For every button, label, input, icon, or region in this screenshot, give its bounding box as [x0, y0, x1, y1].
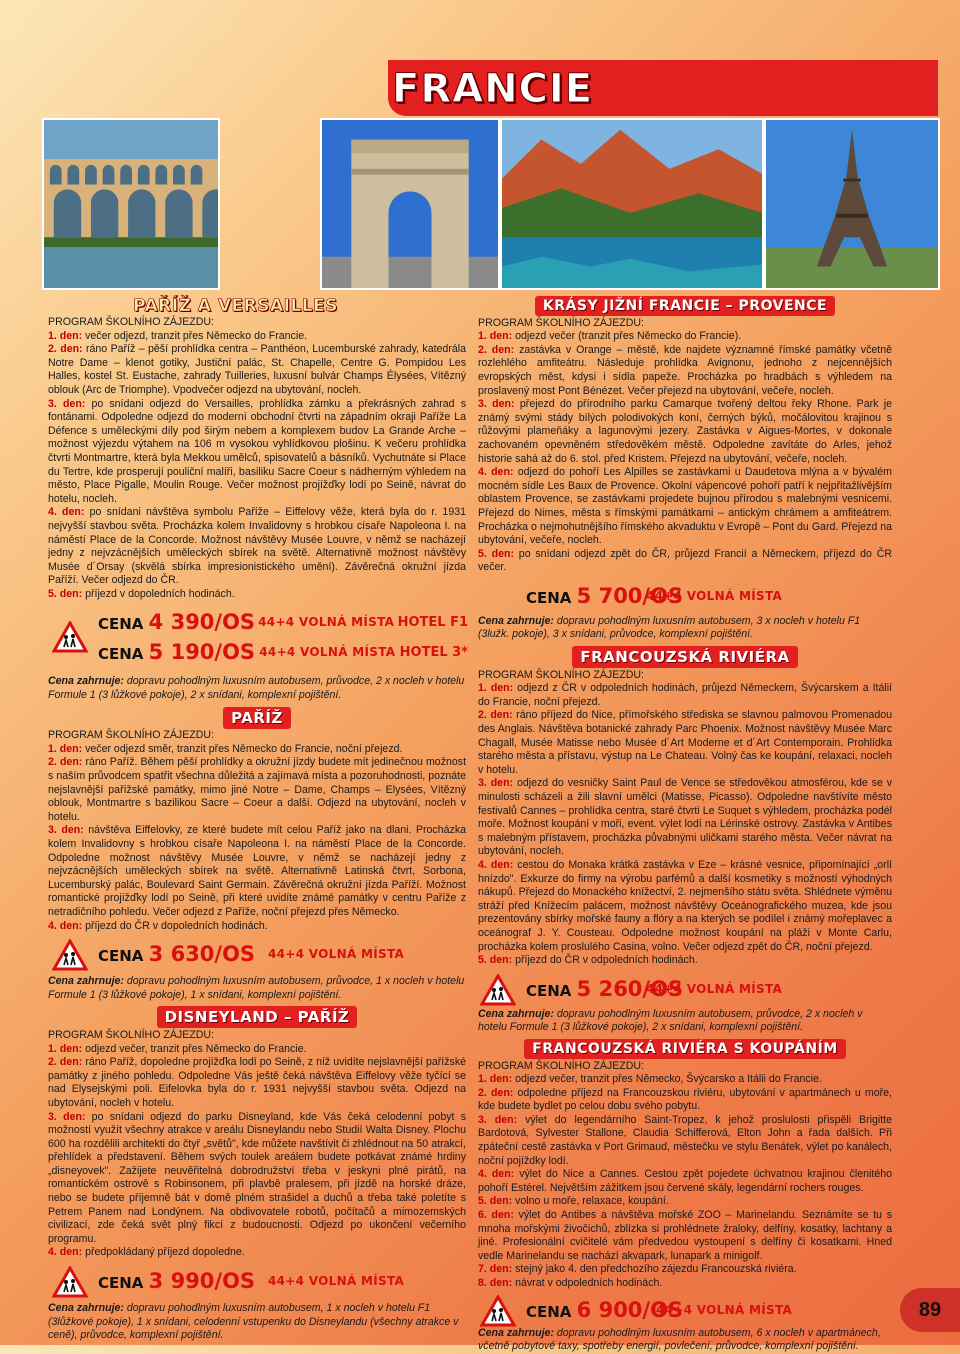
- free-places: 44+4 VOLNÁ MÍSTA: [656, 1302, 793, 1317]
- day-label: 4. den:: [48, 506, 85, 519]
- day-text: přejezd do přírodního parku Camarque tvořený deltou řeky Rhone. Park je známý svými stády bílých polodivokých koní, černých býků, močálovitou krajinou s růžovými plameňáky a lagunovými jezery. Zastávka v Aigues-Mortes, v dokonale zachovaném opevněném středověkém městě. Odpoledne zavítáte do Arles, jehož historie sahá až do 6. stol. před Kristem. Přejezd na ubytování, večeře, nocleh.: [478, 398, 893, 465]
- day-text: večer odjezd směr, tranzit přes Německo do Francie, noční přejezd.: [82, 742, 403, 755]
- day-label: 6. den:: [478, 1209, 514, 1222]
- price-block: [48, 1264, 466, 1300]
- day-label: 2. den:: [48, 756, 83, 769]
- photo-arc-de-triomphe: [320, 118, 500, 290]
- price-includes-label: Cena zahrnuje:: [478, 614, 554, 627]
- day-label: 5. den:: [478, 1195, 513, 1208]
- price-includes: [478, 1327, 892, 1354]
- day-text: výlet do legendárního Saint-Tropez, k jehož proslulosti přispěli Brigitte Bardotová, Sylvester Stallone, Claudia Schifferová, Elton John a řada dalších. Při zpáteční cestě zastávka v Port Grimaud, městečku ve stylu Benátek, výlet po kanálech, noční pojíždky lodí.: [478, 1113, 893, 1167]
- right-column: [478, 298, 892, 1354]
- price-value: 5 700/OS: [576, 583, 684, 608]
- day-text: zastávka v Orange – městě, kde najdete významné římské památky včetně rozlehlého amfiteátru. Následuje prohlídka Avignonu, jednoho z nejcennějších evropských měst, kdysi i sídla papeže. Procházka po hradbách s výhledem na proslavený most Pont Bénézet. Večer přejezd na ubytování, večeře, nocleh.: [478, 343, 893, 397]
- price-includes-text: dopravu pohodlným luxusním autobusem, průvodce, 2 x nocleh v hotelu Formule 1 (3 lůžkové pokoje), 2 x snídani, komplexní pojištění.: [48, 675, 465, 702]
- day-label: 1. den:: [48, 742, 83, 755]
- day-text: ráno příjezd do Nice, přímořského střediska se slavnou palmovou Promenadou des Anglais. Návštěva botanické zahrady Parc Phoenix. Možnost návštěvy Musée Marc Chagall, Musée Matisse nebo Musée d´Art Moderne et d´Art Contemporain. Prohlídka starého města a přístavu, výstup na Le Chateau. Volný čas ke koupání, relaxaci, nocleh v hotelu.: [478, 709, 893, 776]
- price-value: 5 260/OS: [576, 976, 684, 1001]
- day-label: 4. den:: [48, 919, 83, 932]
- program-heading: PROGRAM ŠKOLNÍHO ZÁJEZDU:: [48, 729, 214, 742]
- day-label: 5. den:: [478, 954, 513, 967]
- price-value: 5 190/OS: [148, 640, 256, 665]
- price-includes-text: dopravu pohodlným luxusním autobusem, průvodce, 1 x nocleh v hotelu Formule 1 (3 lůžkové pokoje), 1 x snídani, komplexní pojištění.: [48, 975, 465, 1001]
- page-title: FRANCIE: [392, 66, 594, 112]
- hotel-type: HOTEL F1: [397, 614, 468, 630]
- price-block: [48, 607, 466, 671]
- price-value: 6 900/OS: [576, 1297, 684, 1322]
- price-includes-text: dopravu pohodlným luxusním autobusem, průvodce, 2 x nocleh v hotelu Formule 1 (3 lůžkové pokoje), 2 x snídani, komplexní pojištění.: [478, 1007, 863, 1034]
- program-heading: PROGRAM ŠKOLNÍHO ZÁJEZDU:: [478, 668, 644, 681]
- day-label: 4. den:: [48, 1246, 83, 1259]
- day-text: návrat v odpoledních hodinách.: [512, 1277, 663, 1289]
- school-warning-sign-icon: [52, 939, 88, 971]
- day-label: 3. den:: [478, 777, 514, 790]
- price-includes: [478, 615, 892, 642]
- day-label: 3. den:: [478, 1113, 518, 1126]
- day-label: 1. den:: [478, 330, 513, 343]
- program-heading: PROGRAM ŠKOLNÍHO ZÁJEZDU:: [478, 316, 644, 329]
- day-text: předpokládaný příjezd dopoledne.: [82, 1246, 245, 1259]
- day-label: 2. den:: [478, 343, 515, 356]
- day-text: příjezd do ČR v odpoledních hodinách.: [512, 954, 698, 967]
- price-includes: [48, 975, 466, 1002]
- day-text: po snídani návštěva symbolu Paříže – Eiffelovy věže, která byla do r. 1931 nejvyšší stavbou světa. Procházka kolem Invalidovny s hrobkou císaře Napoleona I. na náměstí Place de la Concorde. Možnost návštěvy Musée Louvre, v němž se nacházejí jedny z nejvzácnějších uměleckých sbírek na světě. Alternativně možnost návštěvy Musée d´Orsay (skvělá sbírka impresionistického umění). Závěrečná okružní jízda Paříží. Večer odjezd do ČR.: [48, 506, 467, 587]
- price-label: CENA: [526, 981, 572, 1000]
- day-text: ráno Paříž – pěší prohlídka centra – Panthéon, Lucemburské zahrady, katedrála Notre Dame – klenot gotiky, Justiční palác, St. Chapelle, Centre G. Pompidou Les Halles, kostel St. Eustache, zahrady Tuilleries, luxusní bulvár Champs Élysées, Vítězný oblouk (Arc de Triomphe). Vpodvečer odjezd na ubytování, nocleh.: [48, 343, 466, 396]
- day-text: volno u moře, relaxace, koupání.: [512, 1195, 669, 1208]
- day-text: výlet do Nice a Cannes. Cestou zpět pojedete úchvatnou krajinou členitého pohoří Estérel. Největším zážitkem jsou červené skály, legendární rochers rouges.: [478, 1168, 892, 1194]
- hotel-type: HOTEL 3*: [399, 644, 468, 660]
- page-number: 89: [900, 1288, 960, 1332]
- photo-eiffel-tower: [764, 118, 940, 290]
- day-label: 3. den:: [48, 824, 84, 837]
- price-label: CENA: [98, 947, 144, 966]
- day-text: odjezd večer, tranzit přes Německo, Švýcarsko a Itálii do Francie.: [512, 1073, 822, 1086]
- day-text: po snídani odjezd do Versailles, prohlídka zámku a překrásných zahrad s fontánami. Odpoledne odjezd do moderní obchodní čtvrti na západním okraji Paříže La Défence s uměleckými díly pod širým nebem a komplexem budov La Grande Arche – možnost výjezdu výtahem na 106 m vysokou vyhlídkovou plošinu. K večeru prohlídka čtvrti Montmartre, která byla Mekkou umělců, spisovatelů a básníků. Vychutnáte si Place du Tertre, kde prosperují pouliční malíři, basiliku Sacre Coeur s nádherným výhledem na město, Place Pigalle, Moulin Rouge. Večer možnost projížďky lodí po Seině, návrat do hotelu, nocleh.: [48, 397, 467, 505]
- day-text: odjezd do pohoří Les Alpilles se zastávkami u Daudetova mlýna a v bývalém mocném sídle Les Baux de Provence. Okolní vápencové pohoří patří k nejpřitažlivějším oblastem Provence, se zastávkami projedete bujnou přírodou s malebnými vesnicemi. Přejezd do Nimes, města s římskými památkami – antickým chrámem a amfiteátrem. Procházka o nejmohutnějšího římského akvaduktu v Evropě – Pont du Gard. Přejezd na ubytování, večeře, nocleh.: [478, 466, 893, 547]
- day-label: 1. den:: [478, 1073, 513, 1086]
- price-label: CENA: [526, 1302, 572, 1321]
- day-text: ráno Paříž. Během pěší prohlídky a okružní jízdy budete mít jedinečnou možnost s naším průvodcem spatřit všechna důležitá a zajímavá místa a pozoruhodnosti, poznáte nejslavnější pařížské památky, mimo jiné Notre – Dame, Champs – Elysées, Vítězný oblouk, Montmartre s bazilikou Sacre – Coeur a další. Odjezd na ubytování, nocleh v hotelu.: [48, 756, 467, 823]
- section-body-pariz-versailles: [48, 316, 466, 601]
- price-label: CENA: [526, 588, 572, 607]
- photo-pont-du-gard: [42, 118, 220, 290]
- free-places: 44+4 VOLNÁ MÍSTA: [268, 1274, 405, 1289]
- day-text: cestou do Monaka krátká zastávka v Eze – krásné vesnice, připomínající „orlí hnízdo". Exkurze do firmy na výrobu parfémů a další kosmetiky s možností výhodných nákupů. Přejezd do Monackého knížectví, 2. nejmenšího státu světa. Shlédnete výměnu stráží před Knížecím palácem, možnost návštěvy Oceánografického muzea, kde jsou prezentovány sbírky mořské fauny a flóry a na kterých se podílel i známý mořeplavec a oceánograf J. Y. Cousteau. Odpoledne možnost koupání na pláži v Monte Carlu, procházka kolem proslulého Casina, volno. Večer odjezd zpět do ČR, noční přejezd.: [478, 858, 892, 953]
- price-includes-label: Cena zahrnuje:: [478, 1007, 554, 1020]
- section-title-riviera-koupani: FRANCOUZSKÁ RIVIÉRA S KOUPÁNÍM: [524, 1039, 845, 1059]
- day-label: 3. den:: [48, 1110, 86, 1123]
- price-includes-text: dopravu pohodlným luxusním autobusem, 1 x nocleh v hotelu F1 (3lůžkové pokoje), 1 x snídani, celodenní vstupenku do Disneylandu (všechny atrakce v ceně), průvodce, komplexní pojištění.: [48, 1302, 459, 1342]
- free-places: 44+4 VOLNÁ MÍSTA: [259, 645, 396, 660]
- free-places: 44+4 VOLNÁ MÍSTA: [646, 588, 783, 603]
- day-text: příjezd v dopoledních hodinách.: [82, 587, 235, 600]
- day-label: 3. den:: [48, 397, 86, 410]
- price-value: 3 990/OS: [148, 1269, 256, 1294]
- school-warning-sign-icon: [480, 974, 516, 1006]
- day-label: 2. den:: [478, 709, 513, 722]
- day-label: 2. den:: [48, 1056, 83, 1069]
- day-label: 1. den:: [48, 1042, 83, 1055]
- program-heading: PROGRAM ŠKOLNÍHO ZÁJEZDU:: [48, 316, 214, 328]
- price-block: [478, 1293, 892, 1327]
- free-places: 44+4 VOLNÁ MÍSTA: [258, 615, 395, 630]
- section-title-pariz-versailles: PAŘÍŽ A VERSAILLES: [133, 296, 338, 316]
- day-label: 2. den:: [48, 343, 83, 356]
- price-includes-label: Cena zahrnuje:: [48, 675, 124, 688]
- section-body-riviera: [478, 669, 892, 968]
- free-places: 44+4 VOLNÁ MÍSTA: [268, 947, 405, 962]
- day-label: 5. den:: [478, 547, 514, 560]
- day-text: večer odjezd, tranzit přes Německo do Francie.: [82, 329, 308, 342]
- price-block: [48, 937, 466, 973]
- price-value: 3 630/OS: [148, 942, 256, 967]
- day-label: 8. den:: [478, 1277, 513, 1289]
- day-text: po snídani odjezd do parku Disneyland, kde Vás čeká celodenní pobyt s možností využít všechny atrakce v areálu Disneylandu nebo Studií Walta Disney. Plochu 600 ha rozdělili architekti do čtyř „světů", kde můžete navštívit či zhlédnout na 50 atrakcí, přehlídek a představení. Během svých toulek areálem budete potkávat známé hrdiny „disneyovek". Zažijete neuvěřitelná dobrodružství třeba v jeskyni plné pirátů, na romantickém ostrově s Robinsonem, při plavbě pralesem, při jízdě na horské dráze, nebo se budete příjemně bát v domě plném strašidel a duchů a třeba také poletíte s Petrem Panem nad Londýnem. Na obdivovatele robotů, počítačů a mimozemských civilizací, zde čeká svět plný fikcí z budoucnosti. Odjezd po ukončení večerního programu.: [48, 1110, 466, 1245]
- section-body-riviera-koupani: [478, 1060, 892, 1291]
- price-includes-label: Cena zahrnuje:: [478, 1326, 554, 1339]
- day-label: 4. den:: [478, 858, 514, 871]
- school-warning-sign-icon: [480, 1295, 516, 1327]
- price-includes-label: Cena zahrnuje:: [48, 975, 124, 988]
- price-value: 4 390/OS: [148, 610, 256, 635]
- section-title-disneyland: DISNEYLAND – PAŘÍŽ: [157, 1006, 358, 1028]
- price-label: CENA: [98, 645, 144, 664]
- price-includes: [48, 675, 466, 702]
- day-text: stejný jako 4. den předchozího zájezdu Francouzská riviéra.: [512, 1263, 797, 1276]
- section-title-pariz: PAŘÍŽ: [223, 707, 291, 729]
- day-text: ráno Paříž, dopoledne projížďka lodí po Seině, z níž uvidíte nejslavnější pařížské památky z jiného pohledu. Odpoledne Vás ještě čeká návštěva Eiffelovy věže tyčící se nad Elysejskými poli. Eifelovka byla do r. 1931 nejvyšší stavbou světa. Odjezd na ubytování, nocleh v hotelu.: [48, 1056, 467, 1109]
- day-label: 2. den:: [478, 1086, 514, 1099]
- day-label: 1. den:: [478, 682, 514, 695]
- day-label: 5. den:: [48, 587, 83, 600]
- day-label: 4. den:: [478, 466, 514, 479]
- section-body-pariz: [48, 729, 466, 933]
- section-body-disneyland: [48, 1029, 466, 1260]
- price-includes: [478, 1008, 892, 1035]
- program-heading: PROGRAM ŠKOLNÍHO ZÁJEZDU:: [478, 1059, 644, 1072]
- price-label: CENA: [98, 1274, 144, 1293]
- day-label: 3. den:: [478, 398, 515, 411]
- day-label: 4. den:: [478, 1168, 515, 1181]
- school-warning-sign-icon: [52, 1266, 88, 1298]
- price-block: [478, 972, 892, 1008]
- price-includes-text: dopravu pohodlným luxusním autobusem, 6 x nocleh v apartmánech, včetně pobytové taxy, spotřeby energií, povlečení, průvodce, komplexní pojištění.: [478, 1326, 881, 1353]
- day-label: 7. den:: [478, 1263, 513, 1276]
- price-label: CENA: [98, 615, 144, 634]
- left-column: [48, 296, 466, 1343]
- section-title-riviera: FRANCOUZSKÁ RIVIÉRA: [572, 646, 797, 668]
- day-text: výlet do Antibes a návštěva mořské ZOO – Marinelandu. Seznámíte se tu s mnoha mořskými živočichů, zblízka si prohlédnete žraloky, delfíny, kosatky, lachtany a jiné. Profesionální cvičitelé vám předvedou vystoupení s delfíny či kosatkami. Hned vedle Marinelandu se nachází akvapark, lunapark a minigolf.: [478, 1209, 892, 1262]
- program-heading: PROGRAM ŠKOLNÍHO ZÁJEZDU:: [48, 1028, 214, 1041]
- day-text: odjezd z ČR v odpoledních hodinách, průjezd Německem, Švýcarskem a Itálií do Francie, noční přejezd.: [478, 682, 892, 708]
- section-body-provence: [478, 317, 892, 575]
- price-block: [478, 579, 892, 615]
- day-text: příjezd do ČR v dopoledních hodinách.: [82, 919, 268, 932]
- section-title-provence: KRÁSY JIŽNÍ FRANCIE – PROVENCE: [535, 296, 835, 316]
- day-text: odjezd večer (tranzit přes Německo do Francie).: [512, 330, 742, 343]
- price-includes-label: Cena zahrnuje:: [48, 1302, 124, 1315]
- price-includes-text: dopravu pohodlným luxusním autobusem, 3 x nocleh v hotelu F1 (3lužk. pokoje), 3 x snídani, průvodce, komplexní pojištění.: [478, 614, 861, 641]
- day-text: odpoledne příjezd na Francouzskou riviéru, ubytování v apartmánech u moře, kde budete bydlet po celou dobu svého pobytu.: [478, 1086, 892, 1113]
- photo-provence-coast: [500, 118, 764, 290]
- day-label: 1. den:: [48, 329, 83, 342]
- free-places: 44+4 VOLNÁ MÍSTA: [646, 981, 783, 996]
- day-text: odjezd večer, tranzit přes Německo do Francie.: [82, 1042, 307, 1055]
- price-includes: [48, 1302, 466, 1343]
- day-text: po snídani odjezd zpět do ČR, průjezd Francií a Německem, příjezd do ČR večer.: [478, 547, 892, 574]
- day-text: návštěva Eiffelovky, ze které budete mít celou Paříž jako na dlani. Procházka kolem Invalidovny s hrobkou císaře Napoleona I. na náměstí Place de la Concorde. Odpoledne možnost návštěvy Musée Louvre, v němž se nacházejí jedny z nejvzácnějších uměleckých sbírek na světě. Alternativně Latinská čtvrt, Sorbona, Lucemburský palác, Boulevard Saint Germain. Závěrečná okružní jízda Paříží. Možnost romantické projížďky lodí po Seině, při které uvidíte známé památky v centru Paříže z netradičního pohledu. Večer odjezd z Paříže, noční přejezd přes Německo.: [48, 824, 467, 918]
- day-text: odjezd do vesničky Saint Paul de Vence se středověkou atmosférou, kde se v minulosti scházeli a žili slavní umělci (Matisse, Picasso). Odpoledne navštívíte město festivalů Cannes – prohlídka centra, staré čtvrti Le Suquet s výhledem, procházka podél moře. Možnost koupání v moři, event. výlet lodí na Lérinské ostrovy. Zastávka v Antibes s malebným přístavem, procházka půvabnými uličkami starého města. Večer návrat na ubytování, nocleh.: [478, 777, 892, 858]
- school-warning-sign-icon: [52, 621, 88, 653]
